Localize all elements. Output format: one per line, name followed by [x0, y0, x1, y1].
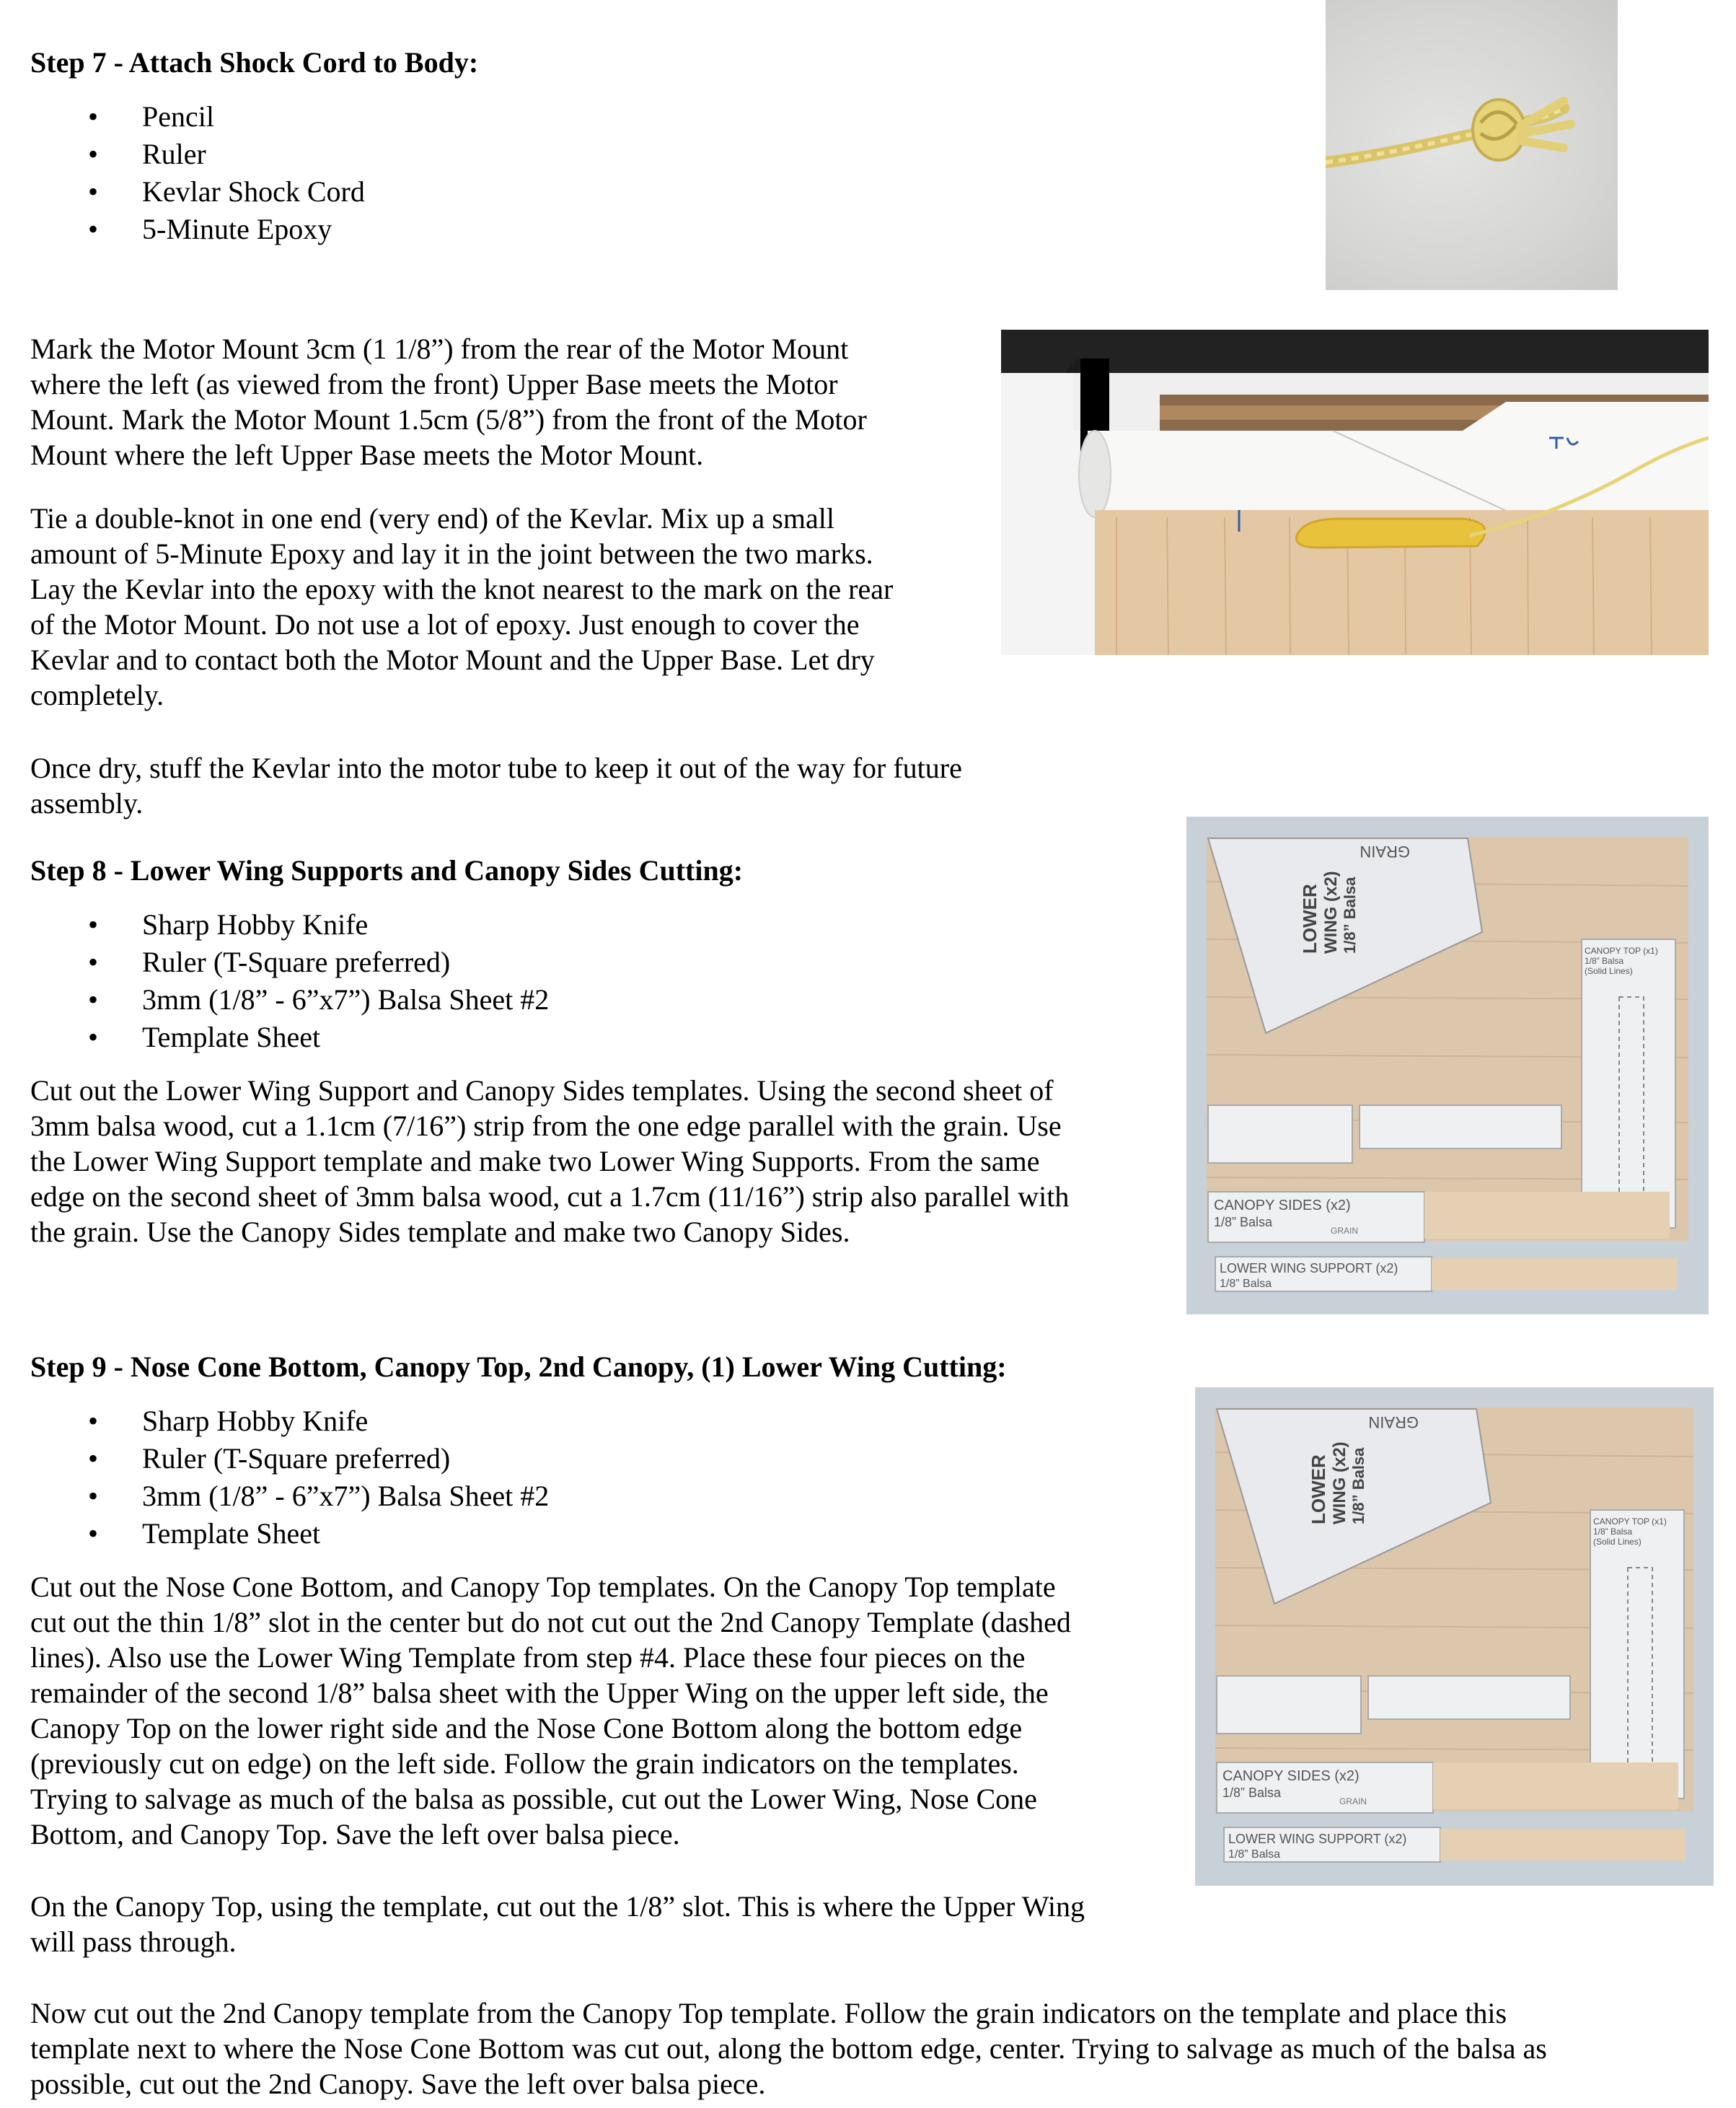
lower-wing-material: 1/8” Balsa [1349, 1447, 1367, 1524]
step7-heading: Step 7 - Attach Shock Cord to Body: [30, 46, 479, 79]
text-line: (previously cut on edge) on the left side. Follow the grain indicators on the templates. [30, 1747, 1019, 1780]
template-layout-photo-step8 [1186, 817, 1709, 1314]
text-line: Once dry, stuff the Kevlar into the motor tube to keep it out of the way for future [30, 752, 962, 784]
text-line: the Lower Wing Support template and make two Lower Wing Supports. From the same [30, 1145, 1040, 1177]
lower-wing-label: LOWER [1299, 884, 1321, 954]
canopy-top-note: (Solid Lines) [1593, 1537, 1642, 1547]
tool-item: • Ruler (T-Square preferred) [30, 1440, 752, 1477]
text-line: Kevlar and to contact both the Motor Mount and the Upper Base. Let dry [30, 644, 875, 676]
text-line: cut out the thin 1/8” slot in the center but do not cut out the 2nd Canopy Template (dashed [30, 1606, 1071, 1638]
text-line: Lay the Kevlar into the epoxy with the knot nearest to the mark on the rear [30, 573, 894, 605]
step7-paragraph-3 [30, 750, 1184, 821]
text-line: Trying to salvage as much of the balsa as possible, cut out the Lower Wing, Nose Cone [30, 1783, 1037, 1815]
tool-item: • Ruler [30, 136, 752, 173]
step7-paragraph-2 [30, 501, 990, 713]
tool-item: • 3mm (1/8” - 6”x7”) Balsa Sheet #2 [30, 1477, 752, 1515]
text-line: template next to where the Nose Cone Bottom was cut out, along the bottom edge, center. Trying to salvage as much of the balsa as [30, 2032, 1547, 2065]
tool-item: • Sharp Hobby Knife [30, 1402, 752, 1440]
text-line: On the Canopy Top, using the template, cut out the 1/8” slot. This is where the Upper Wing [30, 1890, 1085, 1923]
step9-heading: Step 9 - Nose Cone Bottom, Canopy Top, 2nd Canopy, (1) Lower Wing Cutting: [30, 1351, 1007, 1383]
text-line: assembly. [30, 787, 144, 820]
step9-tool-list [30, 1402, 752, 1553]
canopy-top-label: CANOPY TOP (x1) [1585, 946, 1658, 956]
text-line: Mark the Motor Mount 3cm (1 1/8”) from the rear of the Motor Mount [30, 333, 849, 365]
motor-mount-illustration [1001, 330, 1709, 655]
text-line: Mount where the left Upper Base meets the Motor Mount. [30, 439, 704, 471]
step8-heading: Step 8 - Lower Wing Supports and Canopy Sides Cutting: [30, 854, 744, 887]
canopy-sides-material: 1/8” Balsa [1214, 1215, 1273, 1229]
step9-paragraph-1 [30, 1569, 1199, 1852]
tool-item: • Sharp Hobby Knife [30, 906, 752, 944]
canopy-sides-material: 1/8” Balsa [1222, 1786, 1282, 1800]
template-layout-illustration [1186, 817, 1709, 1314]
grain-label: GRAIN [1368, 1413, 1419, 1431]
step9-paragraph-2 [30, 1889, 1199, 1959]
grain-indicator: GRAIN [1339, 1796, 1367, 1806]
text-line: edge on the second sheet of 3mm balsa wood, cut a 1.7cm (11/16”) strip also parallel with [30, 1180, 1070, 1213]
canopy-sides-label: CANOPY SIDES (x2) [1222, 1768, 1360, 1784]
canopy-top-note: (Solid Lines) [1585, 966, 1633, 976]
text-line: of the Motor Mount. Do not use a lot of epoxy. Just enough to cover the [30, 608, 860, 641]
text-line: lines). Also use the Lower Wing Template from step #4. Place these four pieces on the [30, 1641, 1026, 1674]
text-line: completely. [30, 679, 164, 711]
lower-wing-qty: WING (x2) [1330, 1441, 1349, 1524]
text-line: where the left (as viewed from the front) Upper Base meets the Motor [30, 368, 838, 400]
text-line: will pass through. [30, 1925, 237, 1958]
text-line: amount of 5-Minute Epoxy and lay it in the joint between the two marks. [30, 537, 873, 570]
step8-paragraph-1 [30, 1073, 1184, 1250]
lower-wing-support-label: LOWER WING SUPPORT (x2) [1228, 1832, 1407, 1846]
text-line: Bottom, and Canopy Top. Save the left over balsa piece. [30, 1818, 680, 1850]
text-line: 3mm balsa wood, cut a 1.1cm (7/16”) strip from the one edge parallel with the grain. Use [30, 1110, 1062, 1142]
canopy-top-material: 1/8” Balsa [1593, 1527, 1633, 1537]
lower-wing-label: LOWER [1308, 1454, 1329, 1524]
lower-wing-support-material: 1/8” Balsa [1220, 1278, 1272, 1290]
grain-label: GRAIN [1360, 843, 1410, 861]
template-layout-photo-step9 [1195, 1387, 1714, 1886]
canopy-top-material: 1/8” Balsa [1585, 956, 1624, 966]
motor-mount-photo [1001, 330, 1709, 655]
tool-item: • 5-Minute Epoxy [30, 211, 752, 248]
kevlar-cord-illustration [1326, 0, 1618, 290]
text-line: the grain. Use the Canopy Sides template and make two Canopy Sides. [30, 1216, 850, 1248]
text-line: Mount. Mark the Motor Mount 1.5cm (5/8”) from the front of the Motor [30, 403, 867, 436]
step7-tool-list [30, 98, 752, 248]
lower-wing-support-material: 1/8” Balsa [1228, 1848, 1281, 1861]
text-line: possible, cut out the 2nd Canopy. Save the left over balsa piece. [30, 2068, 766, 2100]
text-line: Tie a double-knot in one end (very end) of the Kevlar. Mix up a small [30, 502, 834, 535]
canopy-sides-label: CANOPY SIDES (x2) [1214, 1198, 1351, 1213]
tool-item: • Template Sheet [30, 1019, 752, 1056]
kevlar-cord-photo [1326, 0, 1618, 290]
tool-item: • Template Sheet [30, 1515, 752, 1553]
text-line: Canopy Top on the lower right side and the Nose Cone Bottom along the bottom edge [30, 1712, 1023, 1744]
grain-indicator: GRAIN [1331, 1226, 1359, 1236]
text-line: Now cut out the 2nd Canopy template from the Canopy Top template. Follow the grain indicators on the template and place this [30, 1997, 1507, 2029]
text-line: Cut out the Lower Wing Support and Canopy Sides templates. Using the second sheet of [30, 1074, 1054, 1107]
tool-item: • Pencil [30, 98, 752, 136]
step8-tool-list [30, 906, 752, 1056]
step9-paragraph-3 [30, 1995, 1732, 2102]
lower-wing-qty: WING (x2) [1321, 871, 1341, 954]
tool-item: • Ruler (T-Square preferred) [30, 944, 752, 981]
text-line: remainder of the second 1/8” balsa sheet with the Upper Wing on the upper left side, the [30, 1677, 1049, 1709]
text-line: Cut out the Nose Cone Bottom, and Canopy Top templates. On the Canopy Top template [30, 1571, 1056, 1603]
tool-item: • 3mm (1/8” - 6”x7”) Balsa Sheet #2 [30, 981, 752, 1019]
template-layout-illustration [1195, 1387, 1714, 1886]
step7-paragraph-1 [30, 331, 982, 473]
lower-wing-material: 1/8” Balsa [1341, 877, 1359, 954]
lower-wing-support-label: LOWER WING SUPPORT (x2) [1220, 1261, 1398, 1275]
canopy-top-label: CANOPY TOP (x1) [1593, 1516, 1667, 1527]
tool-item: • Kevlar Shock Cord [30, 173, 752, 211]
